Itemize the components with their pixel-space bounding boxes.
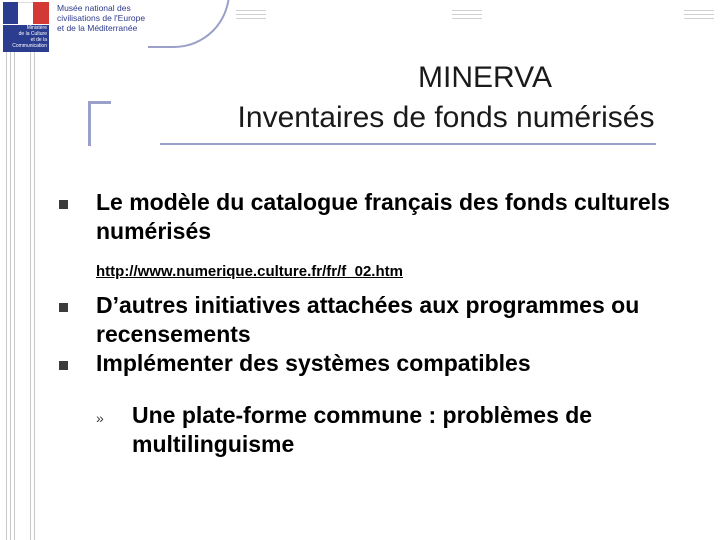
logo-arc-decoration	[148, 0, 230, 48]
french-flag-logo	[3, 2, 49, 52]
title-line-minerva: MINERVA	[418, 61, 552, 94]
bullet-text: D’autres initiatives attachées aux programmes ou recensements	[96, 292, 640, 347]
museum-name: Musée national des civilisations de l'Europe et de la Méditerranée	[57, 3, 146, 33]
bullet-text: Le modèle du catalogue français des fonds culturels numérisés	[96, 189, 670, 244]
bullet-list	[52, 188, 716, 482]
header-decoration-lines	[236, 10, 714, 22]
title-bracket-decoration	[88, 101, 111, 146]
ministry-caption-line: Ministère	[26, 25, 47, 31]
list-item	[52, 349, 716, 378]
title-line-subtitle: Inventaires de fonds numérisés	[237, 101, 655, 134]
list-item	[52, 188, 716, 246]
ministry-logo	[0, 0, 232, 52]
ministry-caption	[3, 25, 49, 52]
square-bullet-icon	[59, 303, 68, 312]
catalogue-link[interactable]: http://www.numerique.culture.fr/fr/f_02.htm	[96, 263, 403, 280]
square-bullet-icon	[59, 361, 68, 370]
square-bullet-icon	[59, 200, 68, 209]
chevron-bullet-icon: »	[96, 410, 104, 426]
ministry-caption-line: de la Culture	[18, 31, 47, 37]
title-underline	[160, 143, 656, 145]
list-item	[52, 291, 716, 349]
slide-title	[130, 58, 710, 138]
bullet-text: Implémenter des systèmes compatibles	[96, 350, 531, 376]
ministry-caption-line: et de la	[30, 37, 47, 43]
left-decoration-bars	[0, 52, 40, 540]
sub-bullet-text: Une plate-forme commune : problèmes de multilinguisme	[132, 402, 593, 457]
ministry-caption-line: Communication	[12, 43, 47, 49]
sub-list-item	[52, 401, 716, 459]
